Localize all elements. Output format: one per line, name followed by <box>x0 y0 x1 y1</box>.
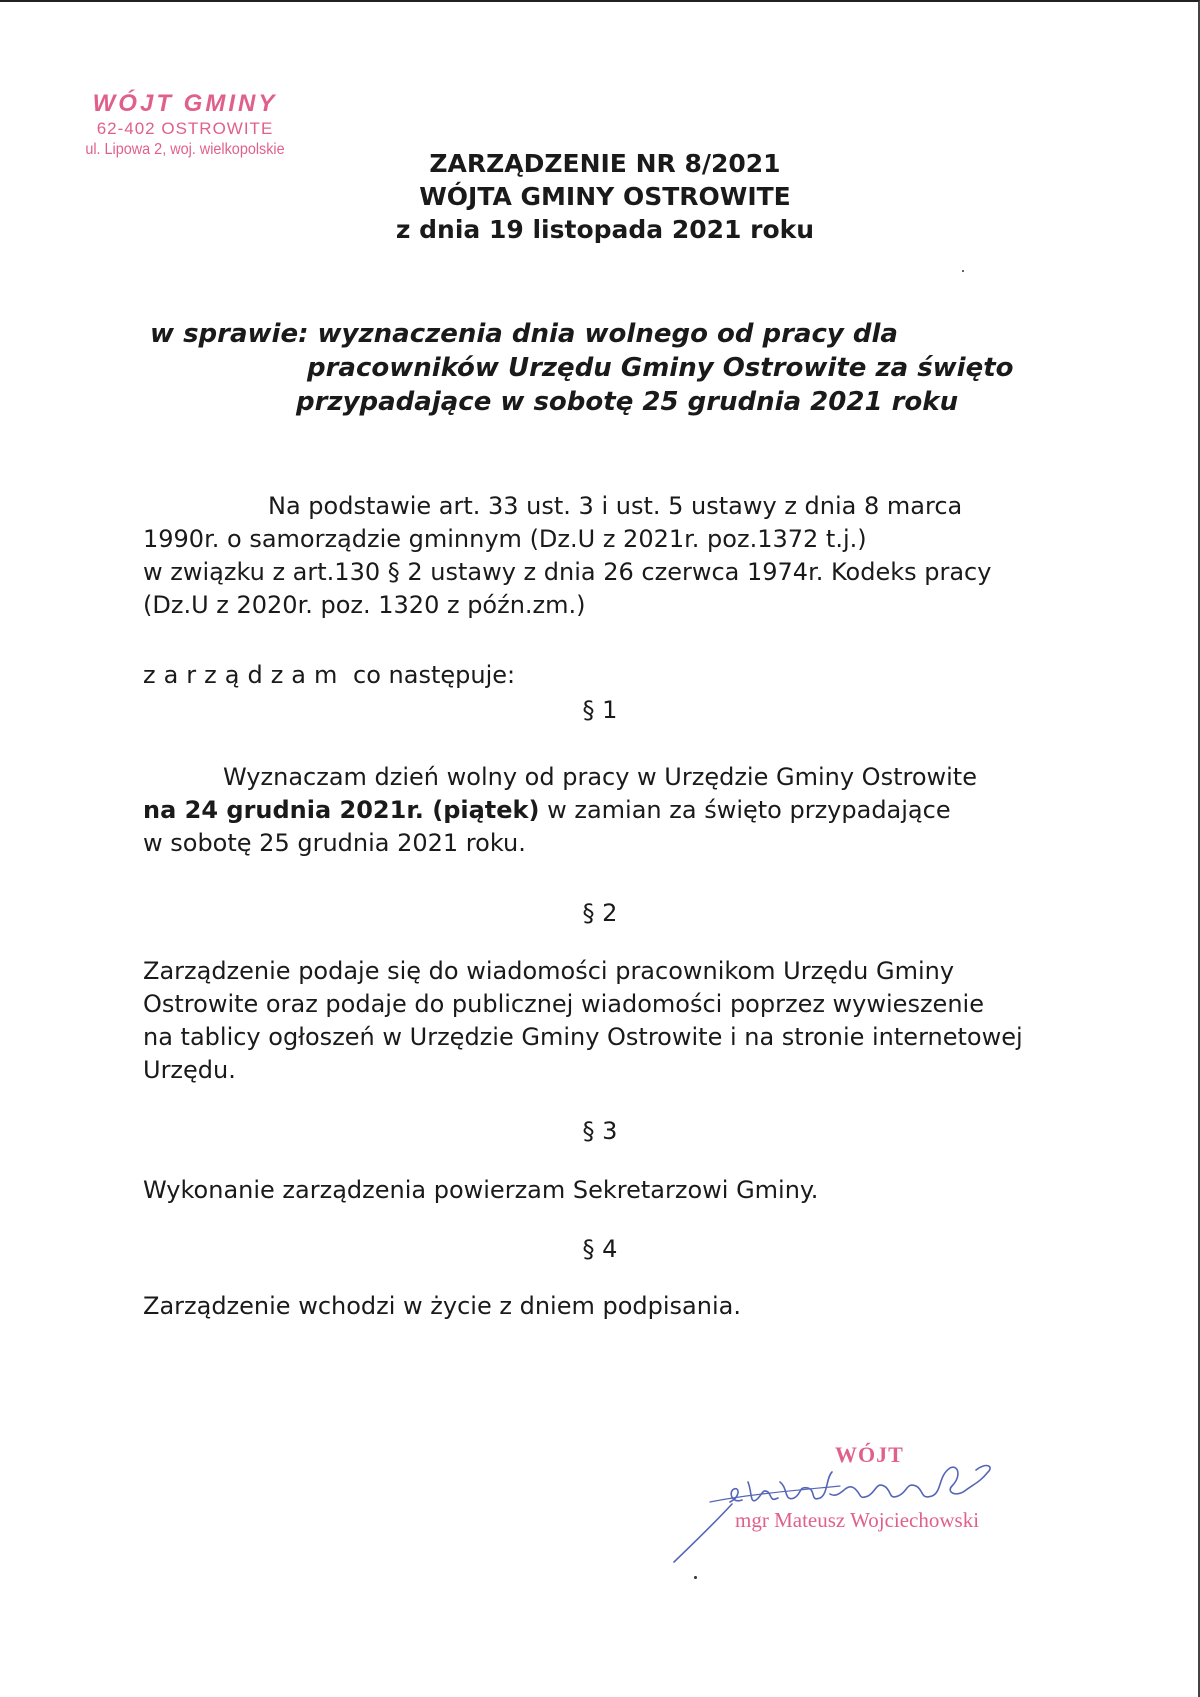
stamp-line-3: ul. Lipowa 2, woj. wielkopolskie <box>85 141 285 158</box>
order-phrase <box>143 659 515 692</box>
s2-line-4: Urzędu. <box>143 1056 236 1084</box>
scan-speck <box>962 270 964 272</box>
document-subject <box>150 317 1050 419</box>
section-3-body <box>143 1174 1073 1207</box>
handwritten-signature <box>670 1442 1070 1572</box>
s2-line-1: Zarządzenie podaje się do wiadomości pracownikom Urzędu Gminy <box>143 957 955 985</box>
section-4-heading: § 4 <box>582 1235 618 1263</box>
section-1-body <box>143 761 1073 860</box>
s2-line-3: na tablicy ogłoszeń w Urzędzie Gminy Ostrowite i na stronie internetowej <box>143 1023 1023 1051</box>
s1-line-2-bold: na 24 grudnia 2021r. (piątek) <box>143 796 540 824</box>
stamp-line-1: WÓJT GMINY <box>92 90 278 117</box>
section-3-heading: § 3 <box>582 1117 618 1145</box>
basis-line-1: Na podstawie art. 33 ust. 3 i ust. 5 ustawy z dnia 8 marca <box>268 492 963 520</box>
stamp-line-2: 62-402 OSTROWITE <box>96 119 274 138</box>
section-4-body <box>143 1290 1073 1323</box>
section-2-body <box>143 955 1073 1087</box>
subject-line-1: w sprawie: wyznaczenia dnia wolnego od pracy dla <box>150 319 898 349</box>
section-1-heading: § 1 <box>582 696 618 724</box>
s1-line-2-rest: w zamian za święto przypadające <box>539 796 951 824</box>
basis-line-3: w związku z art.130 § 2 ustawy z dnia 26 czerwca 1974r. Kodeks pracy <box>143 558 992 586</box>
basis-line-2: 1990r. o samorządzie gminnym (Dz.U z 2021r. poz.1372 t.j.) <box>143 525 867 553</box>
title-line-2: WÓJTA GMINY OSTROWITE <box>419 182 791 211</box>
signatory-name: mgr Mateusz Wojciechowski <box>735 1508 980 1532</box>
basis-line-4: (Dz.U z 2020r. poz. 1320 z późn.zm.) <box>143 591 586 619</box>
s2-line-2: Ostrowite oraz podaje do publicznej wiadomości poprzez wywieszenie <box>143 990 984 1018</box>
s1-line-1: Wyznaczam dzień wolny od pracy w Urzędzie Gminy Ostrowite <box>223 763 977 791</box>
subject-line-2: pracowników Urzędu Gminy Ostrowite za święto <box>307 353 1014 383</box>
subject-line-3: przypadające w sobotę 25 grudnia 2021 roku <box>296 387 959 417</box>
legal-basis <box>143 490 1073 622</box>
order-spaced: zarządzam <box>143 661 346 689</box>
title-line-1: ZARZĄDZENIE NR 8/2021 <box>429 149 781 178</box>
title-line-3: z dnia 19 listopada 2021 roku <box>395 215 815 244</box>
scan-speck <box>694 1576 697 1579</box>
section-2-heading: § 2 <box>582 899 618 927</box>
signature-title: WÓJT <box>835 1442 904 1467</box>
s1-line-3: w sobotę 25 grudnia 2021 roku. <box>143 829 526 857</box>
s3-line-1: Wykonanie zarządzenia powierzam Sekretarzowi Gminy. <box>143 1176 819 1204</box>
office-stamp <box>50 90 320 160</box>
order-rest: co następuje: <box>353 661 516 689</box>
document-title <box>300 147 910 246</box>
s4-line-1: Zarządzenie wchodzi w życie z dniem podpisania. <box>143 1292 741 1320</box>
